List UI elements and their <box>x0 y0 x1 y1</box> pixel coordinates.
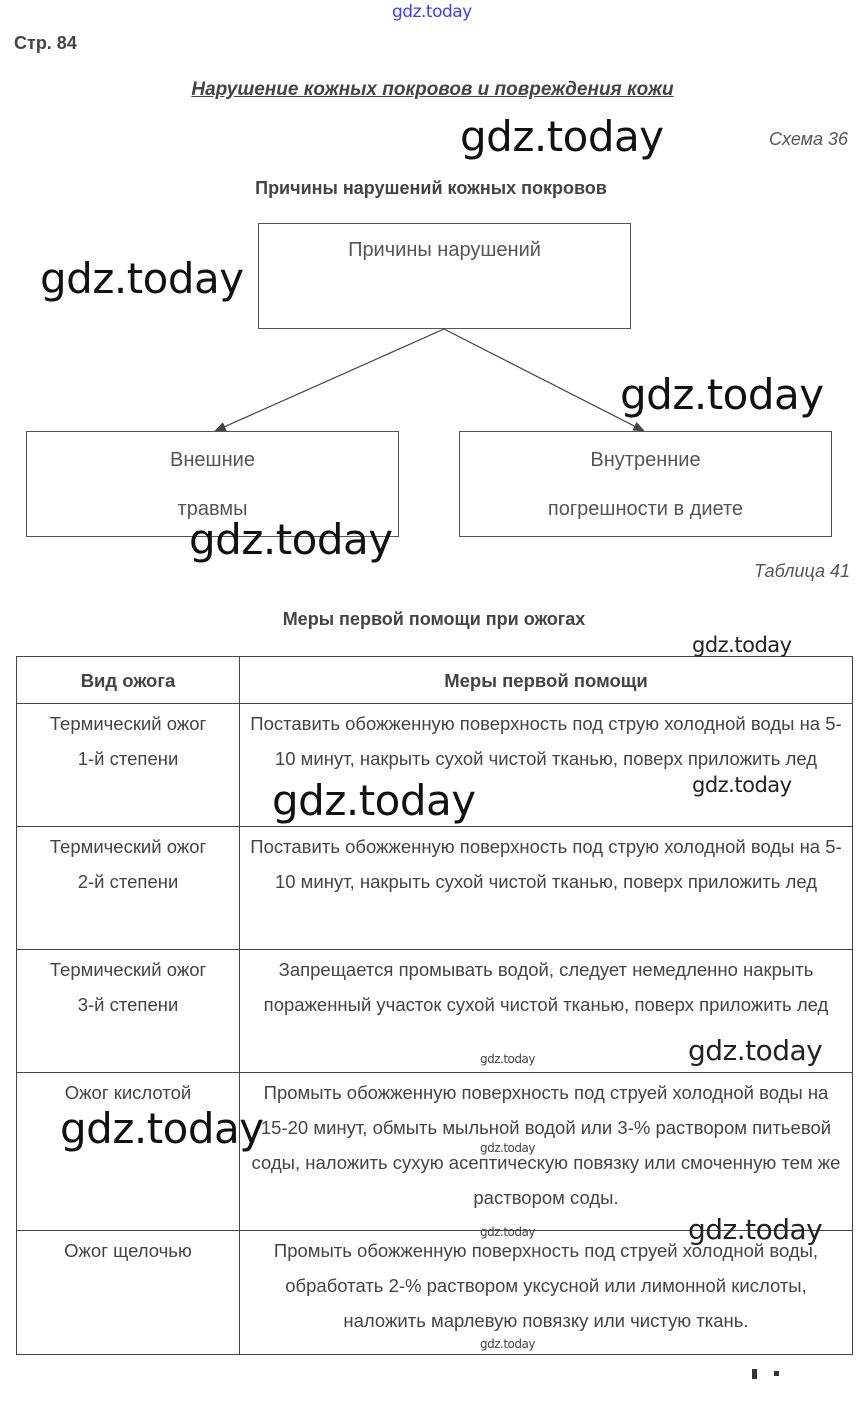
table-row <box>17 827 853 950</box>
diagram-right-title: Внутренние <box>590 449 701 471</box>
burns-table <box>16 656 853 1355</box>
diagram-left-example: травмы <box>177 498 248 520</box>
watermark: gdz.today <box>480 1141 535 1155</box>
watermark: gdz.today <box>272 776 476 825</box>
table-header-row <box>17 657 853 704</box>
watermark-top: gdz.today <box>392 2 472 22</box>
scan-mark <box>774 1371 779 1376</box>
watermark: gdz.today <box>688 1213 823 1246</box>
diagram-left-title: Внешние <box>170 449 255 471</box>
watermark: gdz.today <box>620 370 824 419</box>
table-row <box>17 1231 853 1355</box>
table-cell-type: Термический ожог 1-й степени <box>17 704 240 827</box>
watermark: gdz.today <box>189 515 393 564</box>
scan-mark <box>752 1369 757 1379</box>
scheme-label: Схема 36 <box>769 129 848 149</box>
watermark: gdz.today <box>460 112 664 161</box>
table-cell-type: Термический ожог 2-й степени <box>17 827 240 950</box>
watermark: gdz.today <box>40 254 244 303</box>
table-cell-measures: Поставить обожженную поверхность под струю холодной воды на 5-10 минут, накрыть сухой чистой тканью, поверх приложить лед <box>240 704 853 827</box>
table-title: Меры первой помощи при ожогах <box>282 609 586 629</box>
watermark: gdz.today <box>688 1034 823 1067</box>
table-cell-measures: Промыть обожженную поверхность под струей холодной воды, обработать 2-% раствором уксусной или лимонной кислоты, наложить марлевую повязку или чистую ткань. <box>240 1231 853 1355</box>
watermark: gdz.today <box>480 1337 535 1351</box>
table-cell-type: Ожог кислотой <box>17 1073 240 1231</box>
arrow-left <box>215 329 444 431</box>
table-cell-measures: Промыть обожженную поверхность под струей холодной воды на 15-20 минут, обмыть мыльной водой или 3-% раствором питьевой соды, наложить сухую асептическую повязку или смоченную тем же раствором соды. <box>240 1073 853 1231</box>
watermark: gdz.today <box>60 1104 264 1153</box>
table-cell-type: Ожог щелочью <box>17 1231 240 1355</box>
watermark: gdz.today <box>480 1052 535 1066</box>
watermark: gdz.today <box>692 773 792 797</box>
diagram-right-box <box>459 431 832 537</box>
page-number: Стр. 84 <box>14 33 77 53</box>
watermark: gdz.today <box>692 633 792 657</box>
table-header-type: Вид ожога <box>17 657 240 704</box>
table-cell-type: Термический ожог 3-й степени <box>17 950 240 1073</box>
table-label: Таблица 41 <box>753 561 850 581</box>
scheme-title: Причины нарушений кожных покровов <box>255 178 607 198</box>
page-title: Нарушение кожных покровов и повреждения кожи <box>191 79 674 100</box>
watermark: gdz.today <box>480 1225 535 1239</box>
table-cell-measures: Поставить обожженную поверхность под струю холодной воды на 5-10 минут, накрыть сухой чистой тканью, поверх приложить лед <box>240 827 853 950</box>
diagram-root-label: Причины нарушений <box>348 239 541 261</box>
table-header-measures: Меры первой помощи <box>240 657 853 704</box>
arrow-right <box>444 329 644 431</box>
diagram-right-example: погрешности в диете <box>547 498 744 520</box>
table-cell-measures: Запрещается промывать водой, следует немедленно накрыть пораженный участок сухой чистой тканью, поверх приложить лед <box>240 950 853 1073</box>
